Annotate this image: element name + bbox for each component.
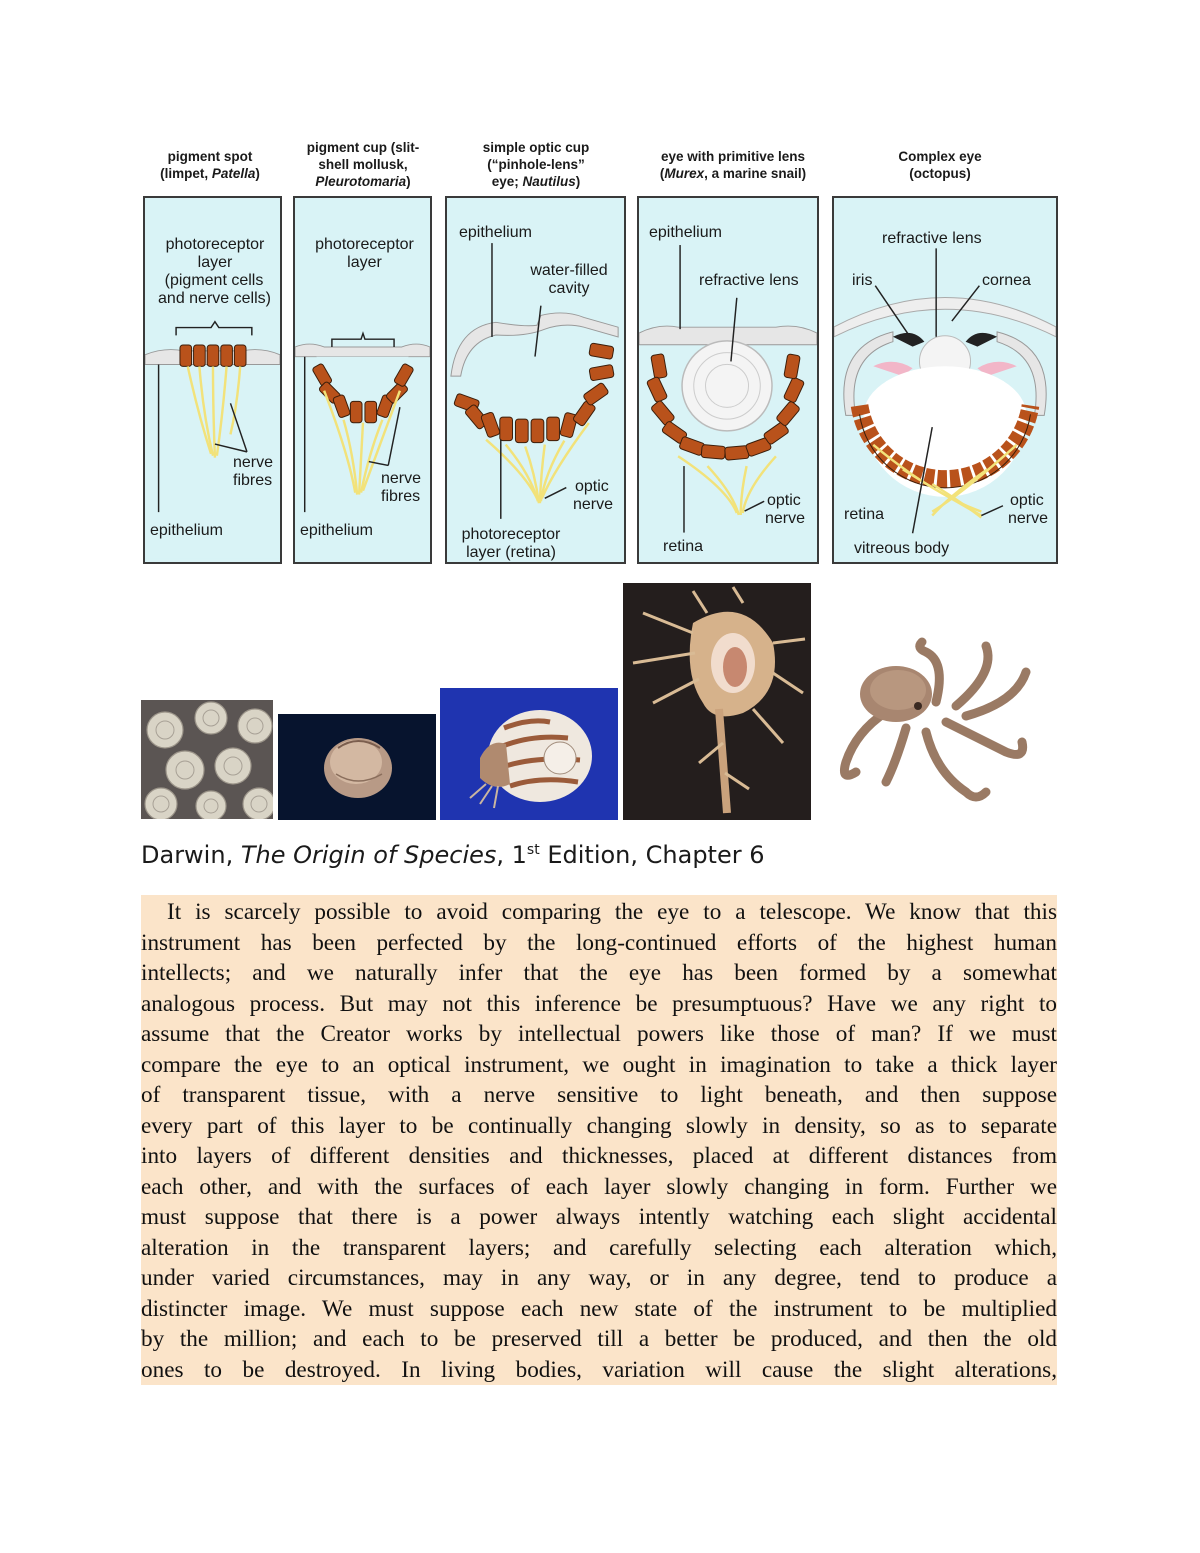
citation-rest: Edition, Chapter 6 [539, 841, 765, 869]
citation-author: Darwin, [141, 841, 241, 869]
title-line: eye with primitive lens [660, 149, 806, 164]
quote-line: each other, and with the surfaces of each layer slowly changing in form. Further we [141, 1173, 1057, 1200]
title-line: (“pinhole-lens” [487, 157, 585, 172]
title-line: shell mollusk, [318, 157, 408, 172]
label-optic: optic [1010, 492, 1044, 509]
quote-line: every part of this layer to be continually changing slowly in density, so as to separate [141, 1112, 1057, 1139]
title-line: pigment cup (slit- [306, 140, 420, 155]
label-refractive-lens: refractive lens [699, 272, 799, 289]
murex-photo [623, 583, 811, 820]
title-line: (limpet, Patella) [160, 166, 260, 181]
pigment-cells [180, 345, 246, 366]
iris-right [966, 333, 997, 347]
label-retina: layer (retina) [466, 544, 556, 561]
quote-line: into layers of different densities and thicknesses, placed at different distances from [141, 1143, 1057, 1169]
label-nerve: nerve [233, 454, 274, 471]
quote-line: intellects; and we naturally infer that the eye has been formed by a somewhat [141, 960, 1057, 986]
lens-shape [682, 341, 772, 431]
panel-optic-cup [445, 196, 626, 564]
citation-heading [141, 841, 765, 869]
darwin-quote [141, 895, 1057, 1385]
panel-pigment-cup [293, 196, 432, 564]
label-cornea: cornea [982, 272, 1031, 289]
label-vitreous-body: vitreous body [854, 540, 950, 557]
label-photoreceptor: photoreceptor [461, 526, 561, 543]
title-line: (octopus) [909, 166, 971, 181]
label-optic: optic [767, 492, 801, 509]
quote-line: distincter image. We must suppose each new state of the instrument to be multiplied [141, 1295, 1057, 1322]
panel-pigment-spot [143, 196, 282, 564]
citation-edition-number: , 1 [496, 841, 527, 869]
quote-line: by the million; and each to be preserved till a better be produced, and then the old [141, 1326, 1057, 1352]
panel-complex-eye [832, 196, 1058, 564]
panel-title-optic-cup [446, 139, 626, 190]
label-fibres: fibres [233, 472, 273, 489]
label-cavity: cavity [548, 280, 590, 297]
label-iris: iris [852, 272, 873, 289]
citation-work: The Origin of Species [240, 841, 497, 869]
quote-line: alteration in the transparent layers; and carefully selecting each alteration which, [141, 1234, 1057, 1261]
quote-line: of transparent tissue, with a nerve sensitive to light beneath, and then suppose [141, 1082, 1057, 1108]
label-nerve: nerve [1008, 510, 1049, 527]
quote-line: It is scarcely possible to avoid comparing the eye to a telescope. We know that this [167, 899, 1057, 925]
label-layer: layer [347, 254, 382, 271]
quote-line: ones to be destroyed. In living bodies, variation will cause the slight alterations, [141, 1356, 1057, 1383]
quote-line: must suppose that there is a power always intently watching each slight accidental [141, 1204, 1057, 1230]
title-line: pigment spot [167, 149, 253, 164]
iris-left [893, 333, 924, 347]
label-epithelium: epithelium [150, 522, 223, 539]
quote-line: under varied circumstances, may in any way, or in any degree, tend to produce a [141, 1265, 1057, 1291]
label-pigment-cells: (pigment cells [164, 272, 264, 289]
label-layer: layer [197, 254, 233, 271]
label-nerve: nerve [573, 496, 614, 513]
label-retina: retina [663, 538, 704, 555]
citation-edition-suffix: st [526, 842, 540, 858]
label-refractive-lens: refractive lens [882, 230, 982, 247]
panel-title-primitive-lens [636, 148, 830, 182]
title-line: (Murex, a marine snail) [659, 166, 807, 181]
title-line: simple optic cup [482, 140, 590, 155]
label-photoreceptor: photoreceptor [315, 236, 414, 253]
label-optic: optic [575, 478, 609, 495]
panel-primitive-lens [637, 196, 819, 564]
panel-title-pigment-cup [293, 139, 433, 190]
optic-nerve-fibres [678, 456, 776, 515]
label-nerve: nerve [381, 470, 422, 487]
title-line: Complex eye [898, 149, 982, 164]
label-nerve-cells: and nerve cells) [158, 290, 271, 307]
quote-line: analogous process. But may not this inference be presumptuous? Have we any right to [141, 990, 1057, 1017]
retina-cells [454, 343, 615, 443]
title-line: eye; Nautilus) [491, 174, 581, 189]
label-epithelium: epithelium [459, 224, 532, 241]
quote-line: compare the eye to an optical instrument, we ought in imagination to take a thick layer [141, 1051, 1057, 1078]
quote-line: instrument has been perfected by the long-continued efforts of the highest human [141, 929, 1057, 956]
label-retina: retina [844, 506, 885, 523]
label-nerve: nerve [765, 510, 806, 527]
limpet-photo [141, 700, 273, 819]
octopus-photo [826, 632, 1048, 804]
label-water-filled: water-filled [530, 262, 608, 279]
nautilus-photo [440, 688, 618, 820]
label-photoreceptor: photoreceptor [165, 236, 265, 253]
panel-title-complex-eye [860, 148, 1020, 182]
slit-shell-photo [278, 714, 436, 820]
quote-line: assume that the Creator works by intellectual powers like those of man? If we must [141, 1021, 1057, 1047]
title-line: Pleurotomaria) [315, 174, 411, 189]
label-fibres: fibres [381, 488, 421, 505]
label-epithelium: epithelium [649, 224, 722, 241]
label-epithelium: epithelium [300, 522, 373, 539]
panel-title-pigment-spot [140, 148, 280, 182]
